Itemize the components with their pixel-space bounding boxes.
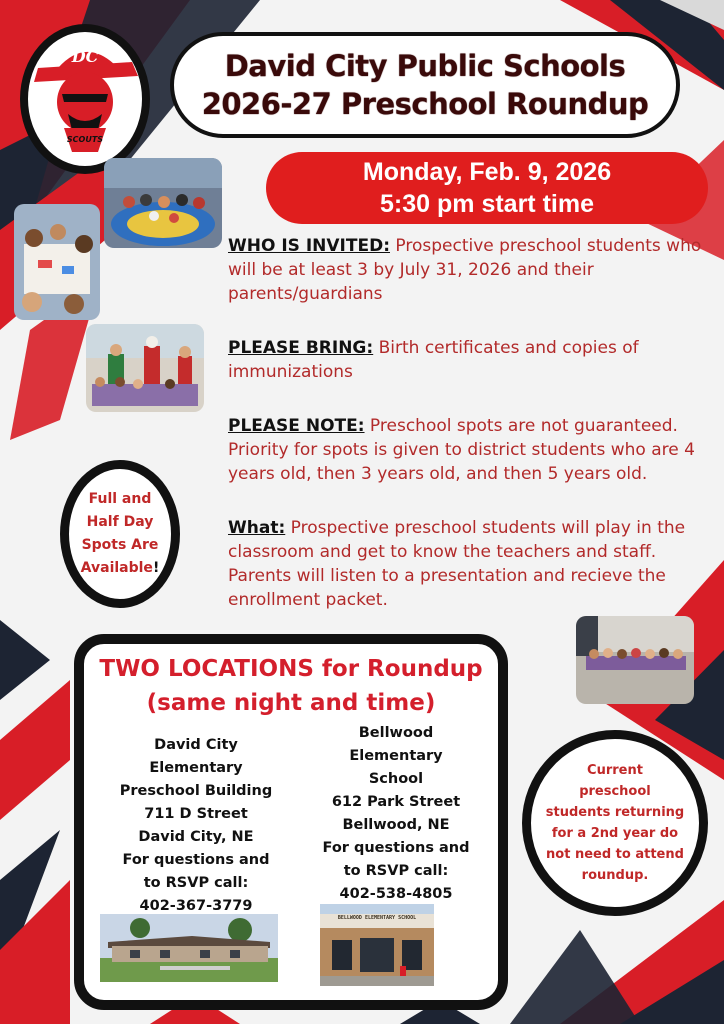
title-line-1: David City Public Schools bbox=[224, 49, 626, 83]
badge-line: Available bbox=[80, 560, 153, 576]
school-sign-text: BELLWOOD ELEMENTARY SCHOOL bbox=[337, 915, 417, 921]
location-line: School bbox=[368, 771, 424, 787]
bellwood-building-photo bbox=[320, 904, 434, 986]
event-time: 5:30 pm start time bbox=[380, 190, 594, 218]
location-line: Elementary bbox=[149, 760, 243, 776]
locations-title: TWO LOCATIONS for Roundup bbox=[99, 656, 483, 682]
children-at-table-photo bbox=[14, 204, 100, 320]
badge-line: Spots Are bbox=[81, 537, 159, 553]
title-line-2: 2026-27 Preschool Roundup bbox=[201, 87, 649, 121]
location-line: Preschool Building bbox=[119, 783, 273, 799]
location-line: For questions and bbox=[122, 852, 270, 868]
location-line: Bellwood, NE bbox=[342, 817, 450, 833]
full-half-day-badge bbox=[60, 460, 180, 608]
badge-line: Half Day bbox=[86, 514, 154, 530]
scout-mascot-icon bbox=[28, 32, 142, 166]
please-note-label: PLEASE NOTE: bbox=[228, 416, 365, 436]
who-invited-text: Prospective preschool students who will be at least 3 by July 31, 2026 and their parents/guardians bbox=[228, 236, 702, 304]
badge-line: for a 2nd year do bbox=[551, 826, 679, 841]
location-line: to RSVP call: bbox=[143, 875, 249, 891]
what-text: Prospective preschool students will play in the classroom and get to know the teachers and staff. Parents will listen to a presentation and recieve the enrollment packet. bbox=[228, 518, 686, 610]
badge-line: preschool bbox=[579, 784, 651, 799]
please-note-section bbox=[228, 414, 708, 486]
children-on-floor-photo bbox=[576, 616, 694, 704]
badge-line: Full and bbox=[88, 491, 152, 507]
holiday-group-photo bbox=[86, 324, 204, 412]
please-bring-label: PLEASE BRING: bbox=[228, 338, 374, 358]
location-phone: 402-538-4805 bbox=[339, 886, 453, 902]
classroom-rug-photo bbox=[104, 158, 222, 248]
who-invited-section bbox=[228, 234, 708, 306]
badge-exclamation: ! bbox=[152, 560, 160, 576]
bellwood-location bbox=[298, 722, 494, 906]
location-line: 711 D Street bbox=[144, 806, 248, 822]
what-section bbox=[228, 516, 708, 612]
badge-line: roundup. bbox=[581, 868, 649, 883]
badge-line: not need to attend bbox=[546, 847, 684, 862]
returning-students-badge bbox=[522, 730, 708, 916]
location-line: David City bbox=[154, 737, 238, 753]
location-line: For questions and bbox=[322, 840, 470, 856]
title-banner bbox=[170, 32, 680, 138]
locations-subtitle: (same night and time) bbox=[146, 690, 436, 716]
please-note-text: Preschool spots are not guaranteed. Priority for spots is given to district students who are 4 years old, then 3 years old, and then 5 years old. bbox=[228, 416, 695, 484]
school-logo bbox=[20, 24, 150, 174]
david-city-location bbox=[98, 734, 294, 918]
event-date: Monday, Feb. 9, 2026 bbox=[362, 158, 612, 186]
location-line: Elementary bbox=[349, 748, 443, 764]
what-label: What: bbox=[228, 518, 286, 538]
location-line: Bellwood bbox=[358, 725, 434, 741]
badge-line: Current bbox=[587, 763, 643, 778]
location-line: David City, NE bbox=[138, 829, 254, 845]
david-city-building-photo bbox=[100, 914, 278, 982]
badge-line: students returning bbox=[545, 805, 685, 820]
location-line: to RSVP call: bbox=[343, 863, 449, 879]
who-invited-label: WHO IS INVITED: bbox=[228, 236, 390, 256]
logo-banner: SCOUTS bbox=[66, 135, 104, 144]
location-line: 612 Park Street bbox=[331, 794, 461, 810]
please-bring-text: Birth certificates and copies of immunizations bbox=[228, 338, 639, 382]
please-bring-section bbox=[228, 336, 708, 384]
locations-box bbox=[74, 634, 508, 1010]
logo-monogram: DC bbox=[71, 47, 99, 66]
location-phone: 402-367-3779 bbox=[139, 898, 253, 914]
event-date-banner bbox=[266, 152, 708, 224]
